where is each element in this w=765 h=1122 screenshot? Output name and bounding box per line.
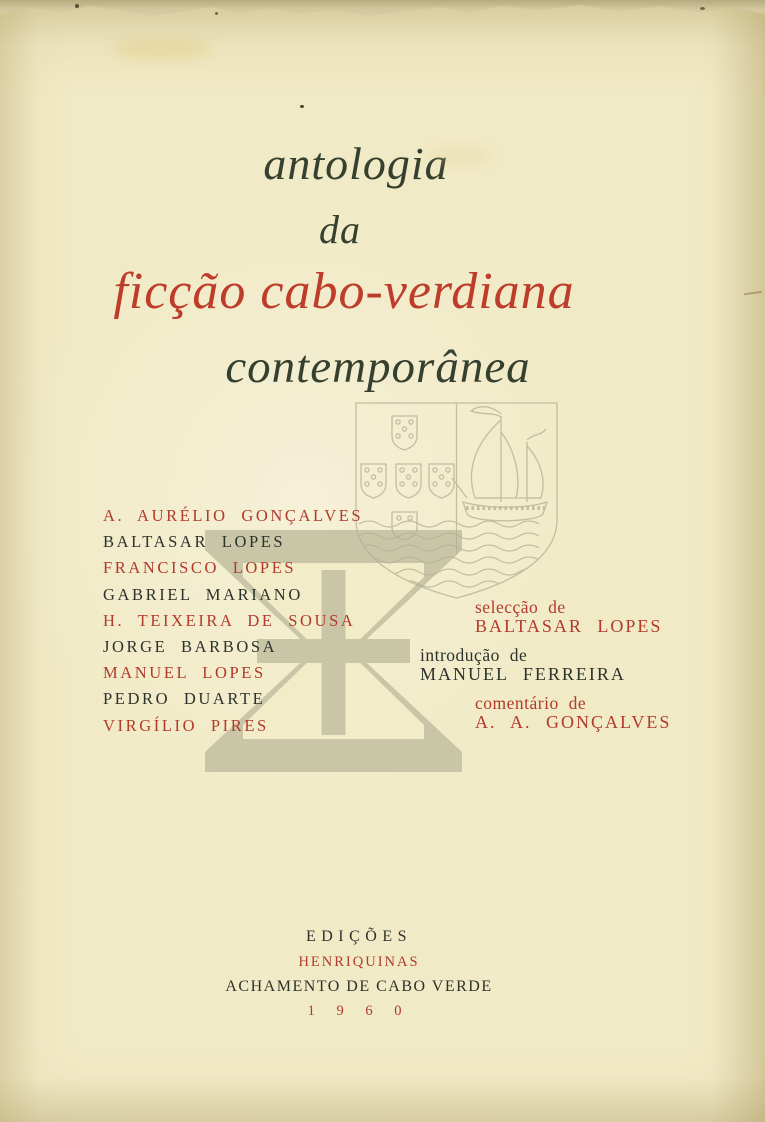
author-name: VIRGÍLIO PIRES bbox=[103, 715, 269, 735]
paper-speck bbox=[75, 4, 79, 8]
paper-stain bbox=[430, 148, 490, 164]
author-name: BALTASAR LOPES bbox=[103, 532, 286, 552]
torn-paper-edge bbox=[0, 0, 765, 20]
credit-name: MANUEL FERREIRA bbox=[420, 663, 626, 684]
paper-speck bbox=[700, 7, 705, 10]
credit-role: introdução de bbox=[420, 645, 528, 665]
page-title-line-3: ficção cabo-verdiana bbox=[113, 263, 575, 320]
author-name: GABRIEL MARIANO bbox=[103, 584, 303, 604]
credit-introduction bbox=[420, 646, 626, 684]
author-name: H. TEIXEIRA DE SOUSA bbox=[103, 610, 356, 630]
credit-commentary bbox=[475, 694, 671, 732]
paper-crack bbox=[744, 291, 762, 295]
caravel-group bbox=[452, 407, 547, 521]
author-name: PEDRO DUARTE bbox=[103, 689, 266, 709]
credit-name: A. A. GONÇALVES bbox=[475, 711, 672, 732]
publisher-name: EDIÇÕES bbox=[305, 928, 413, 945]
credit-selection bbox=[475, 598, 662, 636]
credit-role: comentário de bbox=[475, 693, 587, 713]
author-name: JORGE BARBOSA bbox=[103, 637, 278, 657]
author-name: A. AURÉLIO GONÇALVES bbox=[103, 506, 364, 525]
author-name: FRANCISCO LOPES bbox=[103, 558, 297, 578]
credit-name: BALTASAR LOPES bbox=[475, 615, 663, 636]
publisher-imprint: HENRIQUINAS bbox=[298, 954, 420, 970]
paper-stain bbox=[112, 38, 212, 60]
page-title-line-4: contemporânea bbox=[225, 341, 531, 393]
paper-speck bbox=[300, 105, 304, 108]
publisher-series: ACHAMENTO DE CABO VERDE bbox=[225, 978, 493, 995]
credit-role: selecção de bbox=[475, 597, 566, 617]
paper-speck bbox=[215, 12, 218, 15]
publication-year: 1 9 6 0 bbox=[307, 1003, 411, 1019]
coat-of-arms-emblem bbox=[355, 402, 558, 600]
publisher-block bbox=[8, 928, 710, 1020]
author-list bbox=[103, 503, 363, 739]
page-title-line-1: antologia bbox=[263, 138, 449, 189]
page-title-line-2: da bbox=[319, 207, 361, 252]
author-name: MANUEL LOPES bbox=[103, 663, 266, 683]
